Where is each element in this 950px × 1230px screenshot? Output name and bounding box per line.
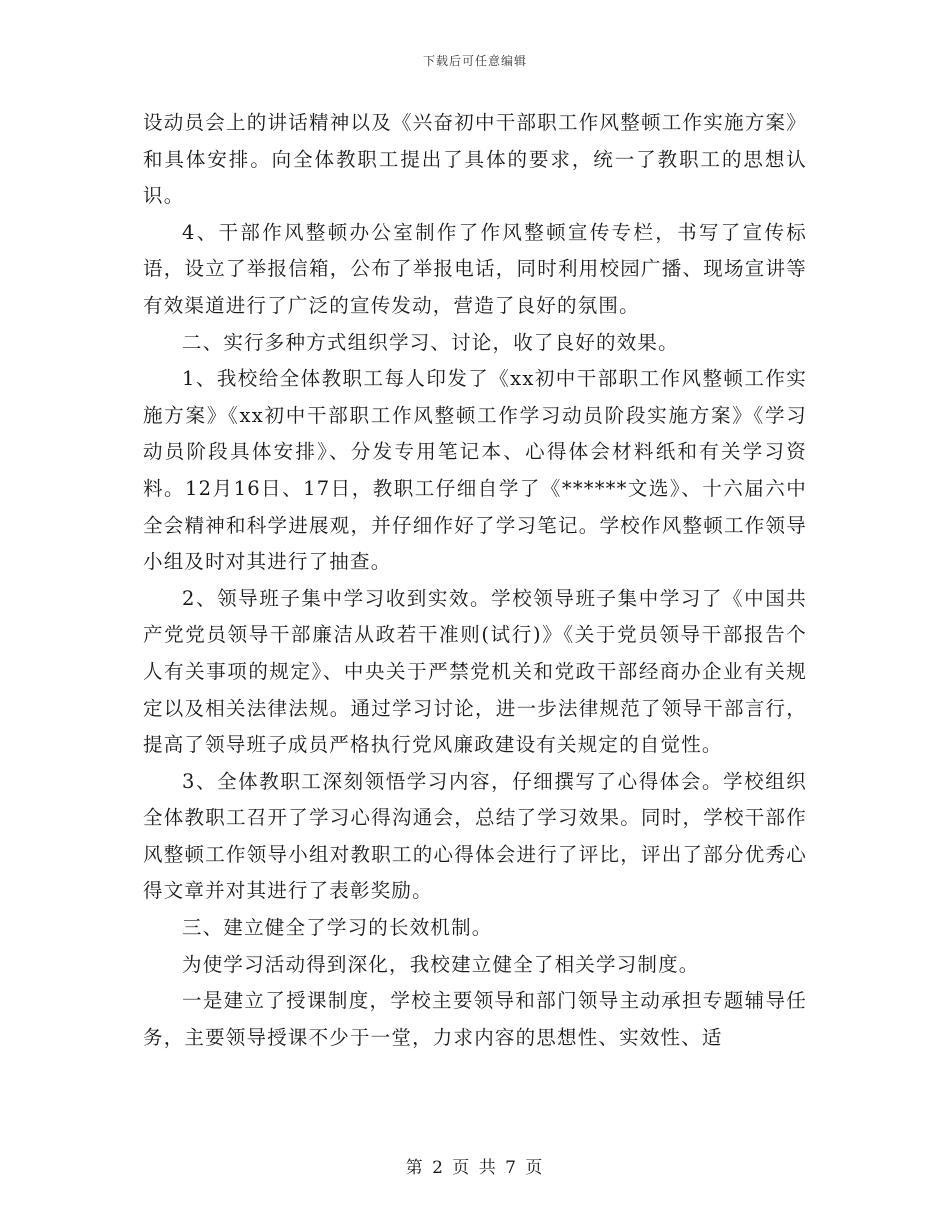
paragraph-item-4: 4、干部作风整顿办公室制作了作风整顿宣传专栏，书写了宣传标语，设立了举报信箱，公布了举报电话，同时利用校园广播、现场宣讲等有效渠道进行了广泛的宣传发动，营造了良好的氛围。 bbox=[143, 220, 807, 317]
paragraph-intro: 为使学习活动得到深化，我校建立健全了相关学习制度。 bbox=[182, 952, 700, 976]
paragraph-item-1: 1、我校给全体教职工每人印发了《xx初中干部职工作风整顿工作实施方案》《xx初中干部职工作风整顿工作学习动员阶段实施方案》《学习动员阶段具体安排》、分发专用笔记本、心得体会材料纸和有关学习资料。12月16日、17日，教职工仔细自学了《******文选》、十六届六中全会精神和科学进展观，并仔细作好了学习笔记。学校作风整顿工作领导小组及时对其进行了抽查。 bbox=[143, 367, 807, 574]
paragraph-item-2: 2、领导班子集中学习收到实效。学校领导班子集中学习了《中国共产党党员领导干部廉洁从政若干准则(试行)》《关于党员领导干部报告个人有关事项的规定》、中央关于严禁党机关和党政干部经商办企业有关规定以及相关法律法规。通过学习讨论，进一步法律规范了领导干部言行，提高了领导班子成员严格执行党风廉政建设有关规定的自觉性。 bbox=[143, 586, 807, 757]
paragraph-item-3: 3、全体教职工深刻领悟学习内容，仔细撰写了心得体会。学校组织全体教职工召开了学习心得沟通会，总结了学习效果。同时，学校干部作风整顿工作领导小组对教职工的心得体会进行了评比，评出了部分优秀心得文章并对其进行了表彰奖励。 bbox=[143, 769, 807, 903]
section-heading-3: 三、建立健全了学习的长效机制。 bbox=[182, 916, 493, 940]
page-header: 下载后可任意编辑 bbox=[422, 54, 527, 68]
section-heading-2: 二、实行多种方式组织学习、讨论，收了良好的效果。 bbox=[182, 330, 679, 354]
document-body bbox=[143, 105, 807, 1056]
page-number: 第 2 页 共 7 页 bbox=[405, 1158, 545, 1178]
paragraph-continuation: 设动员会上的讲话精神以及《兴奋初中干部职工作风整顿工作实施方案》和具体安排。向全体教职工提出了具体的要求，统一了教职工的思想认识。 bbox=[143, 111, 807, 208]
paragraph-first-system: 一是建立了授课制度，学校主要领导和部门领导主动承担专题辅导任务，主要领导授课不少于一堂，力求内容的思想性、实效性、适 bbox=[143, 989, 807, 1049]
